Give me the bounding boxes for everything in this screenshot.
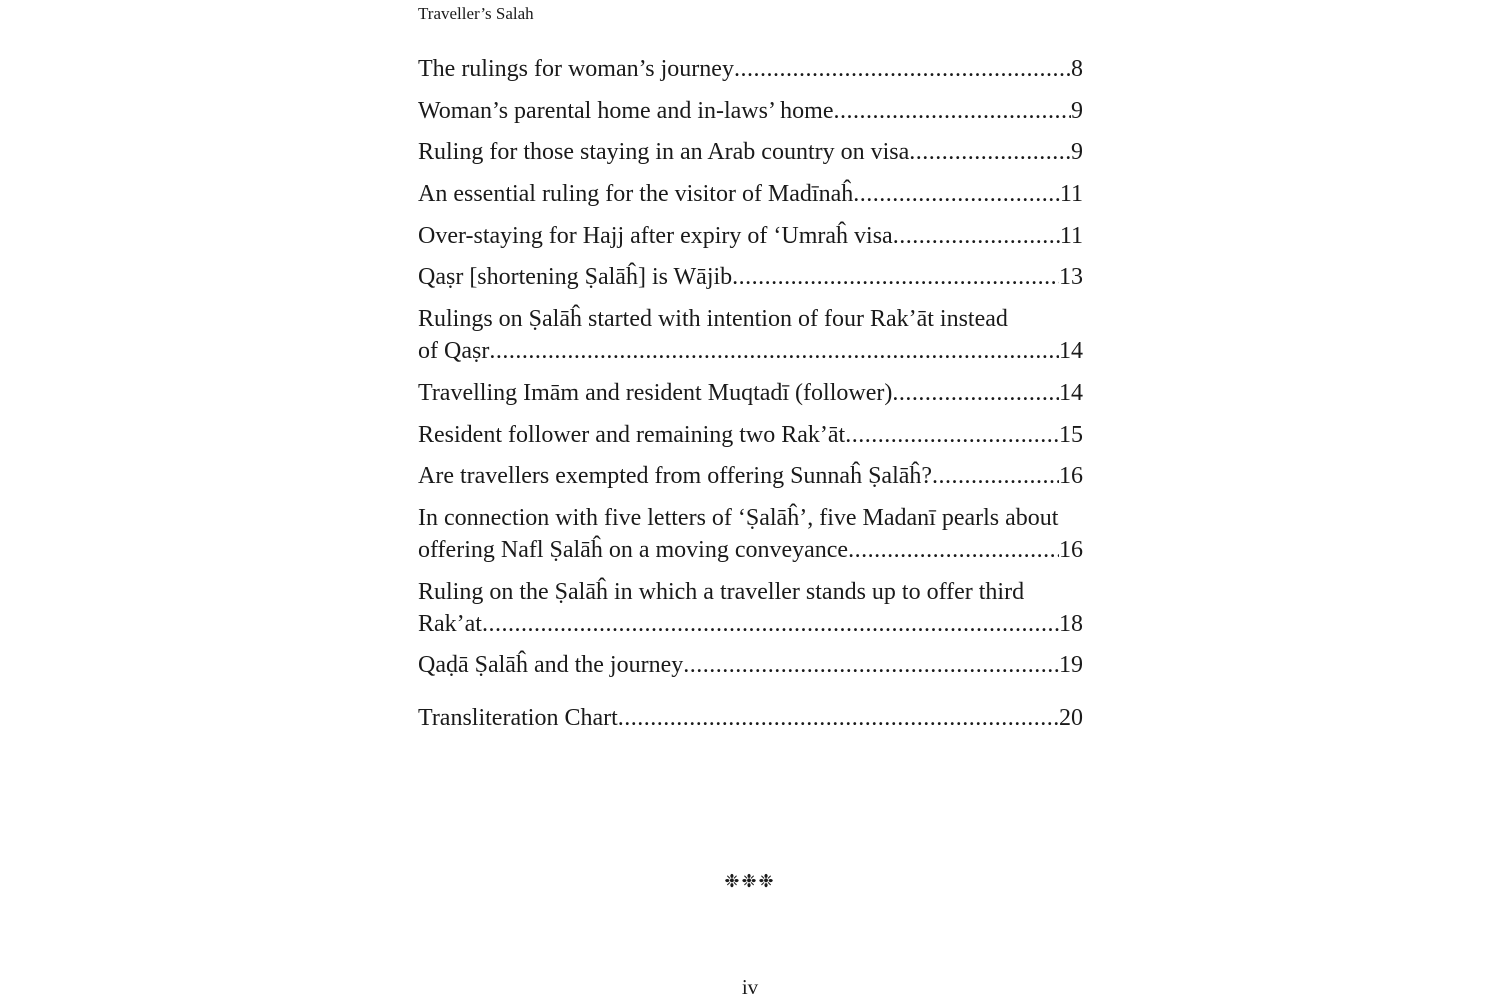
toc-entry[interactable] (418, 95, 1083, 127)
dot-leader (834, 95, 1072, 127)
toc-entry[interactable] (418, 377, 1083, 409)
dot-leader (892, 377, 1059, 409)
toc-page-number: 15 (1059, 421, 1083, 448)
dot-leader (618, 702, 1059, 734)
toc-entry-title: Resident follower and remaining two Rak’āt (418, 421, 846, 448)
toc-entry-title: Over-staying for Hajj after expiry of ‘Umraĥ visa (418, 222, 893, 249)
toc-entry-title: Are travellers exempted from offering Sunnaĥ Ṣalāĥ? (418, 463, 933, 490)
toc-page-number: 8 (1071, 56, 1083, 82)
toc-entry[interactable] (418, 502, 1083, 566)
toc-page-number: 16 (1059, 536, 1083, 563)
toc-entry-title-continued: of Qaṣr (418, 338, 490, 365)
table-of-contents (418, 53, 1083, 744)
toc-entry-title: An essential ruling for the visitor of Madīnaĥ (418, 181, 854, 208)
toc-entry[interactable] (418, 576, 1083, 640)
toc-page-number: 14 (1059, 338, 1083, 365)
toc-entry-title: Rulings on Ṣalāĥ started with intention of four Rak’āt instead (418, 306, 1008, 333)
dot-leader (734, 53, 1071, 85)
toc-entry[interactable] (418, 220, 1083, 252)
page-folio: iv (741, 975, 759, 999)
toc-page-number: 18 (1059, 610, 1083, 637)
dot-leader (932, 460, 1059, 492)
toc-entry[interactable] (418, 303, 1083, 367)
toc-entry-title: Woman’s parental home and in-laws’ home (418, 97, 834, 124)
toc-entry-title: Qaḍā Ṣalāĥ and the journey (418, 652, 684, 679)
toc-entry[interactable] (418, 419, 1083, 451)
toc-entry[interactable] (418, 53, 1083, 85)
dot-leader (848, 534, 1059, 566)
toc-page-number: 9 (1071, 139, 1083, 166)
toc-entry-transliteration-chart[interactable] (418, 702, 1083, 734)
toc-page-number: 14 (1059, 379, 1083, 406)
dot-leader (909, 136, 1071, 168)
dot-leader (482, 608, 1059, 640)
dot-leader (853, 178, 1060, 210)
dot-leader (732, 261, 1059, 293)
toc-page-number: 20 (1059, 705, 1083, 732)
triple-flower-ornament-icon: ❉❉❉ (724, 871, 776, 892)
toc-entry-title-continued: offering Nafl Ṣalāĥ on a moving conveyance (418, 536, 849, 563)
toc-page-number: 16 (1059, 463, 1083, 490)
dot-leader (893, 220, 1060, 252)
toc-entry-title: Travelling Imām and resident Muqtadī (follower) (418, 379, 893, 406)
toc-entry-title: Ruling on the Ṣalāĥ in which a traveller stands up to offer third (418, 578, 1025, 605)
toc-entry-title: The rulings for woman’s journey (418, 56, 734, 82)
dot-leader (489, 335, 1059, 367)
toc-entry[interactable] (418, 460, 1083, 492)
toc-entry[interactable] (418, 649, 1083, 681)
toc-page-number: 11 (1059, 181, 1083, 208)
toc-page-number: 13 (1059, 264, 1083, 291)
toc-entry-title: Transliteration Chart (418, 705, 618, 732)
dot-leader (683, 649, 1059, 681)
toc-page-number: 11 (1059, 222, 1083, 249)
running-header: Traveller’s Salah (418, 4, 534, 23)
toc-entry-title: Ruling for those staying in an Arab country on visa (418, 139, 910, 166)
dot-leader (845, 419, 1059, 451)
toc-entry-title: Qaṣr [shortening Ṣalāĥ] is Wājib (418, 264, 733, 291)
toc-page-number: 19 (1059, 652, 1083, 679)
toc-entry[interactable] (418, 261, 1083, 293)
toc-entry[interactable] (418, 178, 1083, 210)
toc-entry-title: In connection with five letters of ‘Ṣalāĥ’, five Madanī pearls about (418, 504, 1059, 531)
toc-entry-title-continued: Rak’at (418, 610, 482, 637)
toc-entry[interactable] (418, 136, 1083, 168)
toc-page-number: 9 (1071, 97, 1083, 124)
